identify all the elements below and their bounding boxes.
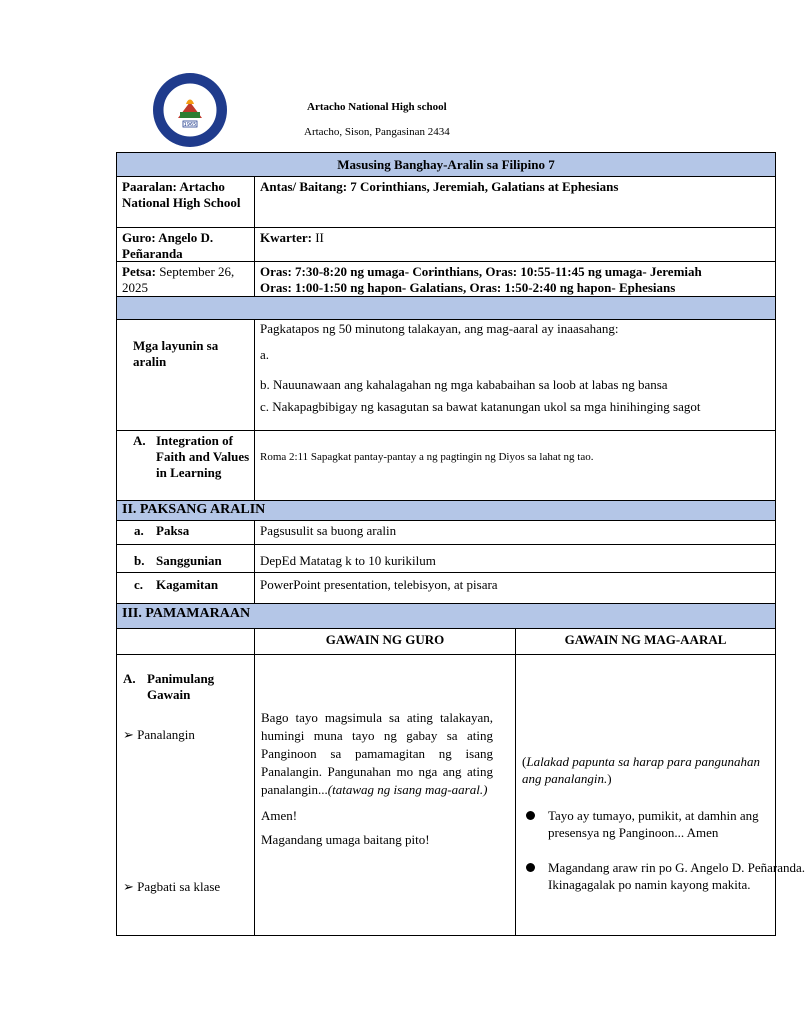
sanggunian-label-cell	[116, 544, 255, 573]
kwarter-label: Kwarter:	[260, 230, 312, 245]
integration-verse: Roma 2:11 Sapagkat pantay-pantay a ng pagtingin ng Diyos sa lahat ng tao.	[260, 451, 594, 463]
sanggunian-label: Sanggunian	[156, 553, 222, 568]
integration-letter: A.	[133, 433, 146, 448]
guro-value: Angelo D. Peñaranda	[122, 230, 214, 261]
panimulang-gawain-cell	[116, 654, 255, 936]
mag-aaral-prayer: Tayo ay tumayo, pumikit, at damhin ang presensya ng Panginoon... Amen	[548, 808, 759, 840]
petsa-cell	[116, 261, 255, 297]
bullet-icon	[526, 811, 535, 820]
col-gawain-mag-aaral: GAWAIN NG MAG-AARAL	[515, 628, 776, 655]
layunin-label-cell	[116, 319, 255, 431]
petsa-value: September 26, 2025	[122, 264, 235, 295]
guro-panalangin-note: (tatawag ng isang mag-aaral.)	[327, 782, 488, 797]
antas-cell	[254, 176, 776, 228]
antas-label: Antas/ Baitang:	[260, 179, 348, 194]
gawain-mag-aaral-cell	[515, 654, 806, 936]
oras-line-2: Oras: 1:00-1:50 ng hapon- Galatians, Oras: 1:50-2:40 ng hapon- Ephesians	[260, 280, 676, 295]
guro-cell	[116, 227, 255, 262]
section-separator	[116, 296, 776, 320]
pamamaraan-empty-header	[116, 628, 255, 655]
integration-label: Integration of Faith and Values in Learning	[156, 433, 250, 480]
kwarter-cell	[254, 227, 776, 262]
layunin-intro: Pagkatapos ng 50 minutong talakayan, ang mag-aaral ay inaasahang:	[260, 321, 619, 336]
kwarter-value: II	[315, 230, 324, 245]
paksang-aralin-heading: II. PAKSANG ARALIN	[116, 500, 776, 521]
paksa-value: Pagsusulit sa buong aralin	[260, 523, 397, 538]
panimulang-label: Panimulang Gawain	[147, 671, 215, 702]
panalangin-item: ➢ Panalangin	[123, 727, 195, 742]
layunin-label: Mga layunin sa aralin	[133, 338, 219, 369]
integration-label-cell	[116, 430, 255, 501]
paaralan-cell	[116, 176, 255, 228]
pamamaraan-heading: III. PAMAMARAAN	[116, 603, 776, 629]
svg-text:1965: 1965	[183, 122, 197, 128]
guro-panalangin-text: Bago tayo magsimula sa ating talakayan, humingi muna tayo ng gabay sa ating Panginoon sa pamamagitan ng isang Panalangin. Pangunahan mo nga ang ating panalangin...	[261, 710, 493, 797]
petsa-label: Petsa:	[122, 264, 156, 279]
guro-amen: Amen!	[261, 808, 298, 823]
paksa-label-cell	[116, 520, 255, 545]
paaralan-value: Artacho National High School	[122, 179, 241, 210]
paksa-letter: a.	[134, 523, 144, 538]
kagamitan-label-cell	[116, 572, 255, 604]
layunin-item-c: c. Nakapagbibigay ng kasagutan sa bawat katanungan ukol sa mga hinihinging sagot	[260, 399, 701, 414]
oras-line-1: Oras: 7:30-8:20 ng umaga- Corinthians, Oras: 10:55-11:45 ng umaga- Jeremiah	[260, 264, 702, 279]
layunin-item-b: b. Nauunawaan ang kahalagahan ng mga kababaihan sa loob at labas ng bansa	[260, 377, 668, 392]
mag-aaral-open-paren: (	[522, 754, 527, 769]
mag-aaral-close-paren: )	[607, 771, 612, 786]
sanggunian-value: DepEd Matatag k to 10 kurikilum	[260, 553, 436, 568]
mag-aaral-action: Lalakad papunta sa harap para pangunahan ang panalangin.	[522, 754, 760, 786]
lesson-plan-title: Masusing Banghay-Aralin sa Filipino 7	[116, 152, 776, 177]
kagamitan-value-cell	[254, 572, 776, 604]
bullet-icon	[526, 863, 535, 872]
col-gawain-guro: GAWAIN NG GURO	[254, 628, 516, 655]
kagamitan-label: Kagamitan	[156, 577, 219, 592]
layunin-item-a: a.	[260, 347, 270, 362]
sanggunian-value-cell	[254, 544, 776, 573]
guro-greeting: Magandang umaga baitang pito!	[261, 832, 430, 847]
panimulang-letter: A.	[123, 671, 136, 686]
integration-content-cell	[254, 430, 776, 501]
oras-cell	[254, 261, 776, 297]
gawain-guro-cell	[254, 654, 516, 936]
school-name: Artacho National High school	[307, 101, 447, 113]
school-logo	[152, 72, 228, 148]
guro-label: Guro:	[122, 230, 156, 245]
mag-aaral-bullet-1	[522, 807, 808, 841]
kagamitan-letter: c.	[134, 577, 144, 592]
school-address: Artacho, Sison, Pangasinan 2434	[304, 126, 450, 138]
kagamitan-value: PowerPoint presentation, telebisyon, at pisara	[260, 577, 498, 592]
paaralan-label: Paaralan:	[122, 179, 177, 194]
mag-aaral-bullet-2	[522, 859, 808, 893]
paksa-label: Paksa	[156, 523, 190, 538]
layunin-content-cell	[254, 319, 776, 431]
sanggunian-letter: b.	[134, 553, 145, 568]
paksa-value-cell	[254, 520, 776, 545]
antas-value: 7 Corinthians, Jeremiah, Galatians at Ephesians	[350, 179, 619, 194]
mag-aaral-greeting: Magandang araw rin po G. Angelo D. Peñaranda. Ikinagagalak po namin kayong makita.	[548, 860, 806, 892]
pagbati-item: ➢ Pagbati sa klase	[123, 879, 221, 894]
